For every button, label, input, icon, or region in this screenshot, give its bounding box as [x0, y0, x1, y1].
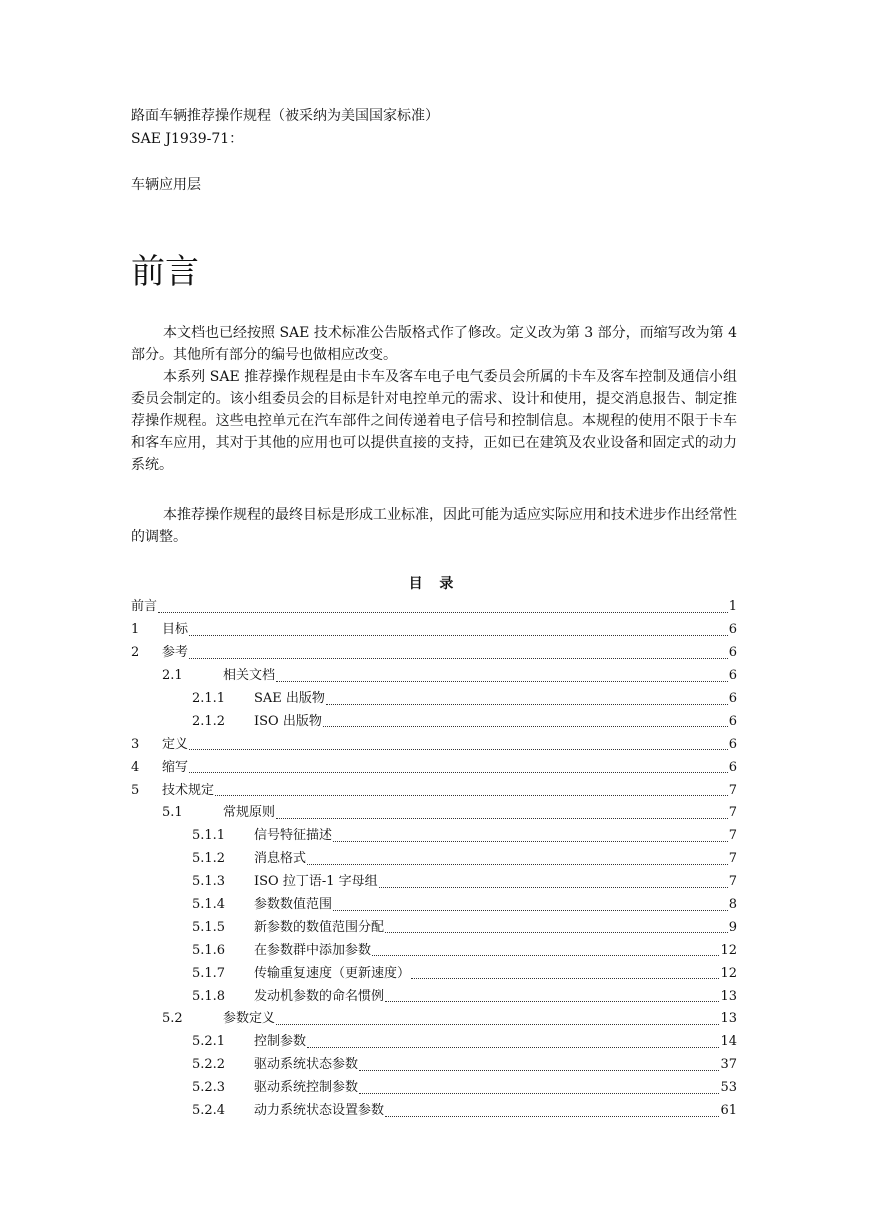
toc-entry-number: 5.2.2 [192, 1057, 226, 1073]
toc-dot-leader [158, 602, 728, 613]
toc-dot-leader [385, 922, 728, 933]
toc-entry-page-number: 7 [728, 828, 737, 844]
toc-entry[interactable] [131, 939, 737, 962]
toc-dot-leader [276, 671, 728, 682]
toc-entry-page-number: 7 [728, 805, 737, 821]
toc-entry[interactable] [131, 619, 737, 642]
toc-entry[interactable] [131, 1008, 737, 1031]
toc-entry-number: 2 [131, 645, 140, 661]
toc-entry-page-number: 8 [728, 897, 737, 913]
foreword-paragraph-2: 本系列 SAE 推荐操作规程是由卡车及客车电子电气委员会所属的卡车及客车控制及通信小组委员会制定的。该小组委员会的目标是针对电控单元的需求、设计和使用，提交消息报告、制定推荐操作规程。这些电控单元在汽车部件之间传递着电子信号和控制信息。本规程的使用不限于卡车和客车应用，其对于其他的应用也可以提供直接的支持，正如已在建筑及农业设备和固定式的动力系统。 [131, 369, 737, 473]
toc-entry-title: 驱动系统控制参数 [254, 1080, 359, 1096]
toc-entry-page-number: 6 [728, 736, 737, 752]
toc-entry-title: ISO 出版物 [254, 713, 322, 729]
toc-entry-title: 控制参数 [254, 1034, 307, 1050]
toc-entry[interactable] [131, 1031, 737, 1054]
document-subtitle: 车辆应用层 [131, 177, 201, 193]
toc-entry-page-number: 13 [720, 1011, 737, 1027]
toc-entry-page-number: 7 [728, 782, 737, 798]
toc-entry-title: 缩写 [162, 759, 189, 775]
toc-dot-leader [189, 762, 728, 773]
toc-dot-leader [189, 648, 728, 659]
toc-entry-page-number: 6 [728, 759, 737, 775]
toc-dot-leader [276, 1014, 719, 1025]
toc-entry-page-number: 1 [728, 599, 737, 615]
toc-entry-page-number: 9 [728, 919, 737, 935]
toc-title: 目 录 [408, 576, 460, 592]
toc-dot-leader [385, 991, 719, 1002]
toc-dot-leader [359, 1083, 719, 1094]
toc-entry-number: 5.2 [162, 1011, 183, 1027]
toc-entry-number: 5.1.5 [192, 919, 226, 935]
toc-entry-number: 5.1.2 [192, 851, 226, 867]
toc-dot-leader [379, 877, 728, 888]
toc-entry-title: ISO 拉丁语-1 字母组 [254, 874, 378, 890]
toc-entry-title: 前言 [131, 599, 158, 615]
toc-dot-leader [333, 900, 728, 911]
toc-entry[interactable] [131, 779, 737, 802]
toc-entry-number: 2.1.2 [192, 713, 226, 729]
toc-entry[interactable] [131, 1054, 737, 1077]
toc-entry-title: 新参数的数值范围分配 [254, 919, 385, 935]
toc-dot-leader [215, 785, 728, 796]
toc-entry-number: 1 [131, 622, 140, 638]
toc-dot-leader [326, 694, 728, 705]
toc-entry-title: 消息格式 [254, 851, 307, 867]
toc-entry[interactable] [131, 916, 737, 939]
toc-entry-title: 常规原则 [223, 805, 276, 821]
toc-entry-title: 在参数群中添加参数 [254, 942, 372, 958]
toc-entry[interactable] [131, 985, 737, 1008]
toc-entry-title: 目标 [162, 622, 189, 638]
toc-entry-title: 参数定义 [223, 1011, 276, 1027]
toc-entry-page-number: 6 [728, 645, 737, 661]
toc-entry-number: 2.1.1 [192, 691, 226, 706]
toc-entry-title: 参考 [162, 645, 189, 661]
toc-entry[interactable] [131, 665, 737, 688]
toc-entry-page-number: 12 [720, 965, 737, 981]
toc-entry-number: 3 [131, 736, 140, 752]
toc-entry-title: 驱动系统状态参数 [254, 1057, 359, 1073]
toc-dot-leader [276, 808, 728, 819]
toc-entry-title: 相关文档 [223, 668, 276, 684]
toc-entry[interactable] [131, 733, 737, 756]
section-heading-foreword: 前言 [131, 252, 199, 292]
toc-entry-number: 5.1 [162, 805, 183, 821]
toc-entry-number: 5 [131, 782, 140, 798]
table-of-contents [131, 596, 737, 1122]
toc-entry[interactable] [131, 894, 737, 917]
toc-entry-number: 4 [131, 759, 140, 775]
toc-entry[interactable] [131, 1077, 737, 1100]
toc-entry-page-number: 37 [720, 1057, 737, 1073]
toc-entry[interactable] [131, 802, 737, 825]
toc-entry-number: 5.1.7 [192, 965, 226, 981]
toc-entry[interactable] [131, 596, 737, 619]
toc-entry[interactable] [131, 642, 737, 665]
toc-dot-leader [189, 739, 728, 750]
toc-entry-title: 定义 [162, 736, 189, 752]
toc-entry[interactable] [131, 688, 737, 711]
toc-entry-number: 5.1.4 [192, 897, 226, 913]
toc-entry-number: 5.1.6 [192, 942, 226, 958]
toc-entry-page-number: 7 [728, 874, 737, 890]
toc-entry-title: 参数数值范围 [254, 897, 333, 913]
toc-entry-title: SAE 出版物 [254, 691, 325, 706]
foreword-paragraph-1: 本文档也已经按照 SAE 技术标准公告版格式作了修改。定义改为第 3 部分，而缩写改为第 4 部分。其他所有部分的编号也做相应改变。 [131, 325, 737, 363]
toc-entry-page-number: 6 [728, 691, 737, 706]
toc-entry-number: 5.1.8 [192, 988, 226, 1004]
foreword-paragraph-3: 本推荐操作规程的最终目标是形成工业标准，因此可能为适应实际应用和技术进步作出经常性的调整。 [131, 507, 737, 545]
toc-entry-title: 信号特征描述 [254, 828, 333, 844]
toc-dot-leader [189, 625, 728, 636]
toc-entry-number: 5.1.1 [192, 828, 226, 844]
toc-entry-page-number: 6 [728, 713, 737, 729]
toc-entry-page-number: 6 [728, 622, 737, 638]
document-standard-number: SAE J1939-71： [131, 131, 244, 147]
toc-dot-leader [333, 831, 728, 842]
toc-entry-number: 5.1.3 [192, 874, 226, 890]
toc-entry-page-number: 6 [728, 668, 737, 684]
toc-dot-leader [411, 968, 719, 979]
toc-dot-leader [385, 1106, 719, 1117]
toc-entry-title: 动力系统状态设置参数 [254, 1103, 385, 1119]
toc-entry[interactable] [131, 825, 737, 848]
toc-dot-leader [323, 716, 728, 727]
toc-entry[interactable] [131, 1100, 737, 1123]
toc-entry[interactable] [131, 871, 737, 894]
toc-entry-page-number: 7 [728, 851, 737, 867]
toc-entry[interactable] [131, 710, 737, 733]
toc-entry-page-number: 61 [720, 1103, 737, 1119]
toc-entry-page-number: 14 [720, 1034, 737, 1050]
toc-entry-page-number: 13 [720, 988, 737, 1004]
toc-entry-number: 5.2.3 [192, 1080, 226, 1096]
document-header-title: 路面车辆推荐操作规程（被采纳为美国国家标准） [131, 108, 439, 124]
toc-entry-page-number: 53 [720, 1080, 737, 1096]
toc-dot-leader [307, 854, 728, 865]
toc-entry-title: 技术规定 [162, 782, 215, 798]
toc-entry-number: 5.2.4 [192, 1103, 226, 1119]
toc-entry[interactable] [131, 848, 737, 871]
toc-dot-leader [359, 1060, 719, 1071]
toc-entry[interactable] [131, 756, 737, 779]
toc-entry-title: 发动机参数的命名惯例 [254, 988, 385, 1004]
toc-dot-leader [307, 1037, 719, 1048]
toc-entry-number: 5.2.1 [192, 1034, 226, 1050]
toc-entry[interactable] [131, 962, 737, 985]
toc-dot-leader [372, 945, 719, 956]
toc-entry-title: 传输重复速度（更新速度） [254, 965, 411, 981]
toc-entry-number: 2.1 [162, 668, 183, 684]
toc-entry-page-number: 12 [720, 942, 737, 958]
